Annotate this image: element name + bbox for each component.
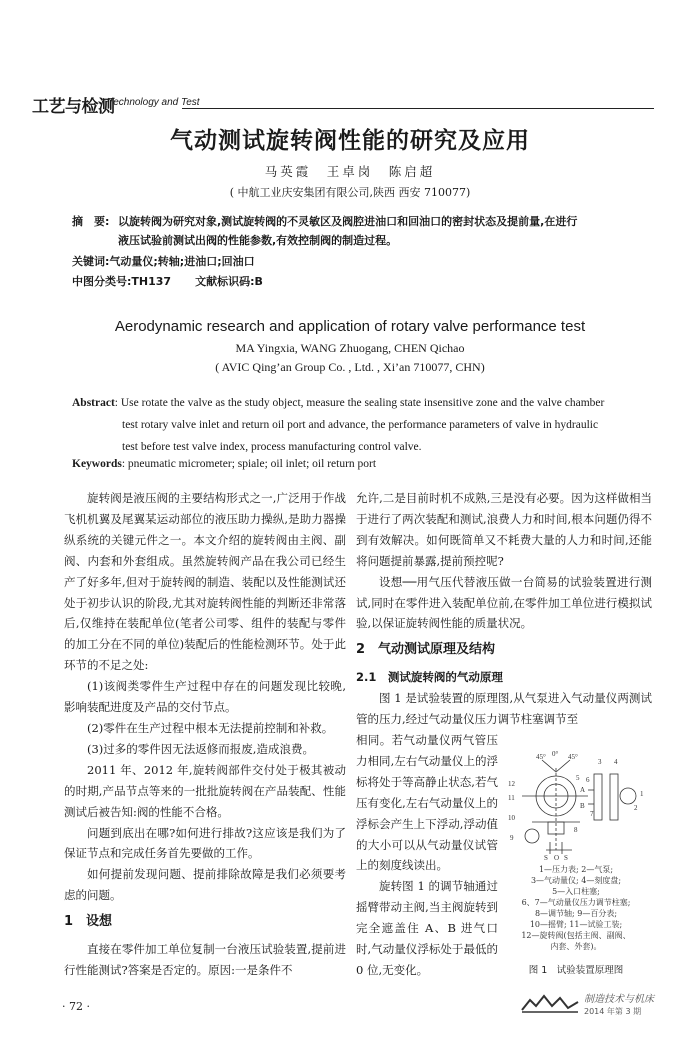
fig-label: B bbox=[580, 802, 585, 810]
keywords-text: 气动量仪;转轴;进油口;回油口 bbox=[109, 255, 255, 268]
english-abstract-line-3: test before test valve index, process manufacturing control valve. bbox=[122, 441, 422, 453]
fig-label: 11 bbox=[508, 794, 515, 802]
english-authors: MA Yingxia, WANG Zhuogang, CHEN Qichao bbox=[235, 341, 465, 355]
fig-label: 0° bbox=[552, 750, 559, 758]
doc-code-label: 文献标识码: bbox=[195, 275, 255, 288]
paragraph: 相同。若气动量仪两气管压力相同,左右气动量仪上的浮标将处于等高静止状态,若气压有变化,左右气动量仪上的浮标会产生上下浮动,浮动值的大小可以从气动量仪试管上的刻度线读出。 bbox=[356, 732, 498, 873]
fig-label: 2 bbox=[634, 804, 638, 812]
paragraph: 设想──用气压代替液压做一台简易的试验装置进行测试,同时在零件进入装配单位前,在零件加工单位进行模拟试验,以保证旋转阀性能的质量状况。 bbox=[356, 574, 652, 631]
paragraph: 直接在零件加工单位复制一台液压试验装置,提前进行性能测试?答案是否定的。原因:一是条件不 bbox=[64, 942, 346, 977]
english-abstract-line-2: test rotary valve inlet and return oil port and advance, the performance parameters of valve in hydraulic bbox=[122, 419, 599, 431]
section-header-cn: 工艺与检测 bbox=[32, 97, 115, 117]
fig-label: S bbox=[544, 854, 548, 862]
abstract-cn bbox=[72, 212, 648, 250]
page-number: · 72 · bbox=[62, 1000, 90, 1013]
legend-line: 1—压力表; 2—气泵; bbox=[538, 865, 614, 874]
journal-issue: 2014 年第 3 期 bbox=[584, 1007, 642, 1016]
paragraph: 旋转图 1 的调节轴通过摇臂带动主阀,当主阀旋转到完全遮盖住 A、B 进气口时,气动量仪浮标处于最低的 0 位,无变化。 bbox=[356, 879, 498, 977]
legend-line: 12—旋转阀(包括主阀、副阀、 bbox=[521, 931, 631, 940]
journal-footer bbox=[520, 988, 660, 1020]
journal-name: 制造技术与机床 bbox=[584, 994, 654, 1005]
paragraph: 问题到底出在哪?如何进行排故?这应该是我们为了保证节点和完成任务首先要做的工作。 bbox=[64, 825, 346, 861]
legend-line: 5—入口柱塞; bbox=[552, 887, 600, 896]
english-affiliation: ( AVIC Qing’an Group Co. , Ltd. , Xi’an 710077, CHN) bbox=[215, 360, 485, 374]
authors: 马英霞 王卓岗 陈启超 bbox=[264, 164, 436, 179]
fig-label: S bbox=[564, 854, 568, 862]
english-abstract-line-1: : Use rotate the valve as the study object, measure the sealing state insensitive zone and the valve chamber bbox=[114, 397, 605, 409]
fig-label: 7 bbox=[590, 810, 594, 818]
paragraph: 允许,二是目前时机不成熟,三是没有必要。因为这样做相当于进行了两次装配和测试,浪费人力和时间,根本问题仍得不到有效解决。如何既简单又不耗费大量的人力和时间,还能将问题提前暴露,提前预控呢? bbox=[356, 491, 652, 568]
gauge-tube-right bbox=[610, 774, 618, 820]
classification bbox=[72, 273, 648, 289]
gauge-tube-left bbox=[594, 774, 602, 820]
subsection-heading-2-1: 2.1 测试旋转阀的气动原理 bbox=[356, 670, 503, 685]
fig-label: 4 bbox=[614, 758, 618, 766]
paper-title: 气动测试旋转阀性能的研究及应用 bbox=[170, 128, 530, 154]
figure-1 bbox=[502, 750, 650, 976]
paragraph: 如何提前发现问题、提前排除故障是我们必须要考虑的问题。 bbox=[64, 867, 346, 903]
section-header-en: Technology and Test bbox=[108, 97, 200, 108]
abstract-line-1: 以旋转阀为研究对象,测试旋转阀的不灵敏区及阀腔进油口和回油口的密封状态及提前量,在进行 bbox=[118, 215, 578, 228]
left-column bbox=[64, 488, 346, 981]
fig-label: 10 bbox=[508, 814, 515, 822]
keywords-cn bbox=[72, 253, 648, 269]
legend-line: 8—调节轴; 9—百分表; bbox=[534, 909, 618, 918]
section-heading-2: 2 气动测试原理及结构 bbox=[356, 642, 496, 658]
fig-label: 1 bbox=[640, 790, 644, 798]
pressure-gauge bbox=[620, 788, 636, 804]
fig-label: O bbox=[554, 854, 560, 862]
english-keywords-label: Keywords bbox=[72, 458, 122, 470]
legend-line: 3—气动量仪; 4—刻度盘; bbox=[530, 876, 622, 885]
clc-value: TH137 bbox=[131, 275, 172, 288]
legend-line: 6、7—气动量仪压力调节柱塞; bbox=[521, 898, 631, 907]
figure-caption: 图 1 试验装置原理图 bbox=[528, 965, 624, 976]
fig-label: 3 bbox=[598, 758, 602, 766]
header-rule bbox=[182, 108, 654, 109]
schematic-diagram bbox=[502, 750, 650, 862]
paragraph: 旋转阀是液压阀的主要结构形式之一,广泛用于作战飞机机翼及尾翼某运动部位的液压助力操纵,是助力器操纵系统的关键元件之一。本文介绍的旋转阀由主阀、副阀、内套和外套组成。虽然旋转阀产品在我公司已经生产了好多年,但对于旋转阀的制造、装配以及性能测试还处于初步认识的阶段,尤其对旋转阀性能的判断还非常落后,仅维持在装配单位(笔者公司零、组件的装配与零件的加工分在不同的单位)装配后的性能检测环节。处于此环节的不足之处: bbox=[64, 491, 346, 673]
paragraph: (1)该阀类零件生产过程中存在的问题发现比较晚,影响装配进度及产品的交付节点。 bbox=[64, 679, 346, 715]
abstract-label: 摘 要: bbox=[72, 215, 110, 228]
fig-label: A bbox=[580, 786, 586, 794]
affiliation: ( 中航工业庆安集团有限公司,陕西 西安 710077) bbox=[229, 186, 471, 199]
dial-indicator bbox=[525, 829, 539, 843]
legend-line: 10—摇臂; 11—试验工装; bbox=[529, 920, 623, 929]
fig-label: 6 bbox=[586, 776, 590, 784]
english-abstract-label: Abstract bbox=[72, 397, 115, 409]
english-abstract bbox=[72, 392, 652, 458]
fig-label: 45° bbox=[536, 753, 546, 761]
english-keywords-text: : pneumatic micrometer; spiale; oil inlet; oil return port bbox=[121, 458, 377, 470]
legend-line: 内套、外套)。 bbox=[550, 942, 602, 951]
english-title: Aerodynamic research and application of rotary valve performance test bbox=[114, 318, 586, 335]
fig-label: 45° bbox=[568, 753, 578, 761]
journal-logo-icon bbox=[520, 992, 580, 1014]
doc-code-value: B bbox=[254, 275, 263, 288]
english-keywords bbox=[72, 458, 652, 470]
fig-label: 5 bbox=[576, 774, 580, 782]
abstract-line-2: 液压试验前测试出阀的性能参数,有效控制阀的制造过程。 bbox=[118, 234, 398, 247]
paragraph: (2)零件在生产过程中根本无法提前控制和补救。 bbox=[87, 720, 334, 735]
fig-label: 12 bbox=[508, 780, 515, 788]
paragraph: 图 1 是试验装置的原理图,从气泵进入气动量仪两测试管的压力,经过气动量仪压力调节柱塞调节至 bbox=[356, 691, 652, 727]
fig-label: 9 bbox=[510, 834, 514, 842]
keywords-label: 关键词: bbox=[72, 255, 110, 268]
fig-label: 8 bbox=[574, 826, 578, 834]
section-header bbox=[32, 92, 654, 116]
figure-legend bbox=[502, 864, 650, 952]
paragraph: 2011 年、2012 年,旋转阀部件交付处于极其被动的时期,产品节点等来的一批批旋转阀在产品装配、性能测试后被告知:阀的性能不合格。 bbox=[64, 762, 346, 819]
section-heading-1: 1 设想 bbox=[64, 914, 113, 930]
paragraph: (3)过多的零件因无法返修而报废,造成浪费。 bbox=[87, 741, 314, 756]
clc-label: 中图分类号: bbox=[72, 275, 132, 288]
